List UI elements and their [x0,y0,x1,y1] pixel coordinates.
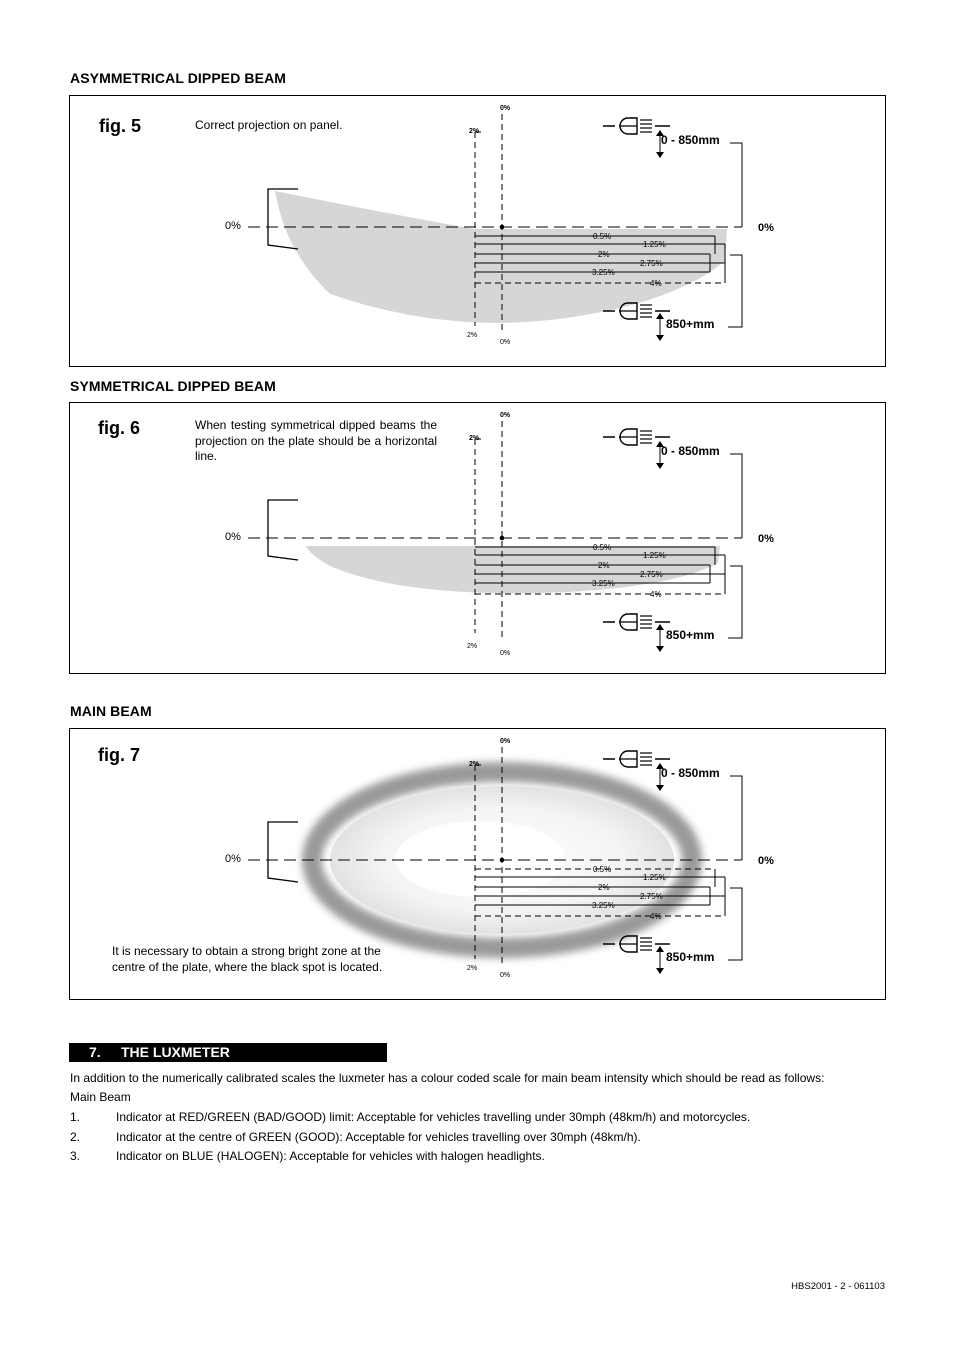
figure-description: It is necessary to obtain a strong bright zone at the centre of the plate, where the black spot is located. [112,944,383,974]
lower-height-bracket [728,255,742,327]
lower-height-bracket [728,566,742,638]
upper-height-bracket [730,454,742,538]
top-two-percent-label: 2% [469,761,480,768]
percent-line-label: 2% [598,883,610,892]
screen-bracket [268,500,298,560]
percent-line-label: 0.5% [593,865,612,874]
arrow-head [656,463,664,469]
figure-5-panel [69,95,886,367]
list-item-number: 3. [70,1149,81,1163]
top-zero-label: 0% [500,412,511,419]
arrow-head [656,152,664,158]
upper-height-bracket [730,143,742,227]
figure-label: fig. 6 [98,418,141,438]
section-bar-luxmeter [69,1043,387,1062]
percent-line-label: 1.25% [643,240,666,249]
height-top-label: 0 - 850mm [661,766,720,780]
zero-left-label: 0% [225,531,241,543]
percent-line-label: 0.5% [593,543,612,552]
luxmeter-intro: In addition to the numerically calibrated scales the luxmeter has a colour coded scale for main beam intensity which should be read as follows: [70,1071,825,1085]
arrow-head [656,646,664,652]
beam-diagram [70,96,887,368]
main-beam-bright-zone [395,821,565,897]
zero-left-label: 0% [225,220,241,232]
top-two-percent-label: 2% [469,128,480,135]
bottom-two-percent-label: 2% [467,643,478,650]
percent-line-label: 4% [650,590,662,599]
arrow-head [656,313,664,319]
height-bottom-label: 850+mm [666,317,715,331]
top-two-percent-label: 2% [469,435,480,442]
section-title: THE LUXMETER [121,1044,230,1060]
percent-line-label: 2% [598,561,610,570]
list-item-text: Indicator at the centre of GREEN (GOOD): Acceptable for vehicles travelling over 30mph (48km/h). [116,1130,641,1144]
arrow-head [656,968,664,974]
height-top-label: 0 - 850mm [661,133,720,147]
figure-6-panel [69,402,886,674]
arrow-head [656,335,664,341]
percent-line-label: 4% [650,279,662,288]
zero-right-label: 0% [758,855,774,867]
percent-line-label: 2.75% [640,570,663,579]
upper-height-bracket [730,776,742,860]
bracket-line [710,869,725,916]
percent-line-label: 4% [650,912,662,921]
percent-line-label: 3.25% [592,268,615,277]
bottom-zero-label: 0% [500,972,511,979]
height-bottom-label: 850+mm [666,950,715,964]
zero-right-label: 0% [758,533,774,545]
luxmeter-subheading: Main Beam [70,1090,131,1104]
percent-line-label: 3.25% [592,579,615,588]
lower-height-bracket [728,888,742,960]
percent-line-label: 2% [598,250,610,259]
bottom-zero-label: 0% [500,339,511,346]
screen-bracket [268,822,298,882]
figure-description: When testing symmetrical dipped beams the projection on the plate should be a horizontal line. [195,418,437,463]
beam-projection-shape [275,191,727,323]
zero-right-label: 0% [758,222,774,234]
list-item-text: Indicator on BLUE (HALOGEN): Acceptable for vehicles with halogen headlights. [116,1149,545,1163]
section-number: 7. [89,1044,101,1060]
percent-line-label: 2.75% [640,892,663,901]
percent-line-label: 2.75% [640,259,663,268]
arrow-head [656,785,664,791]
figure-label: fig. 7 [98,745,141,765]
percent-line-label: 1.25% [643,873,666,882]
center-spot [500,858,505,863]
bottom-zero-label: 0% [500,650,511,657]
arrow-head [656,624,664,630]
section-heading-main-beam: MAIN BEAM [70,703,152,719]
beam-diagram [70,729,887,1001]
percent-line-label: 0.5% [593,232,612,241]
center-spot [500,225,505,230]
list-item-number: 2. [70,1130,81,1144]
arrow-head [656,946,664,952]
percent-line-label: 1.25% [643,551,666,560]
center-spot [500,536,505,541]
top-zero-label: 0% [500,738,511,745]
bottom-two-percent-label: 2% [467,965,478,972]
bottom-two-percent-label: 2% [467,332,478,339]
zero-left-label: 0% [225,853,241,865]
list-item-number: 1. [70,1110,81,1124]
figure-7-panel [69,728,886,1000]
height-top-label: 0 - 850mm [661,444,720,458]
top-zero-label: 0% [500,105,511,112]
height-bottom-label: 850+mm [666,628,715,642]
section-heading-asymmetrical: ASYMMETRICAL DIPPED BEAM [70,70,287,86]
figure-label: fig. 5 [99,116,142,136]
beam-diagram [70,403,887,675]
figure-description: Correct projection on panel. [195,118,343,132]
list-item-text: Indicator at RED/GREEN (BAD/GOOD) limit: Acceptable for vehicles travelling under 30mph (48km/h) and motorcycles. [116,1110,751,1124]
section-heading-symmetrical: SYMMETRICAL DIPPED BEAM [70,378,276,394]
page-footer: HBS2001 - 2 - 061103 [791,1281,885,1292]
percent-line-label: 3.25% [592,901,615,910]
